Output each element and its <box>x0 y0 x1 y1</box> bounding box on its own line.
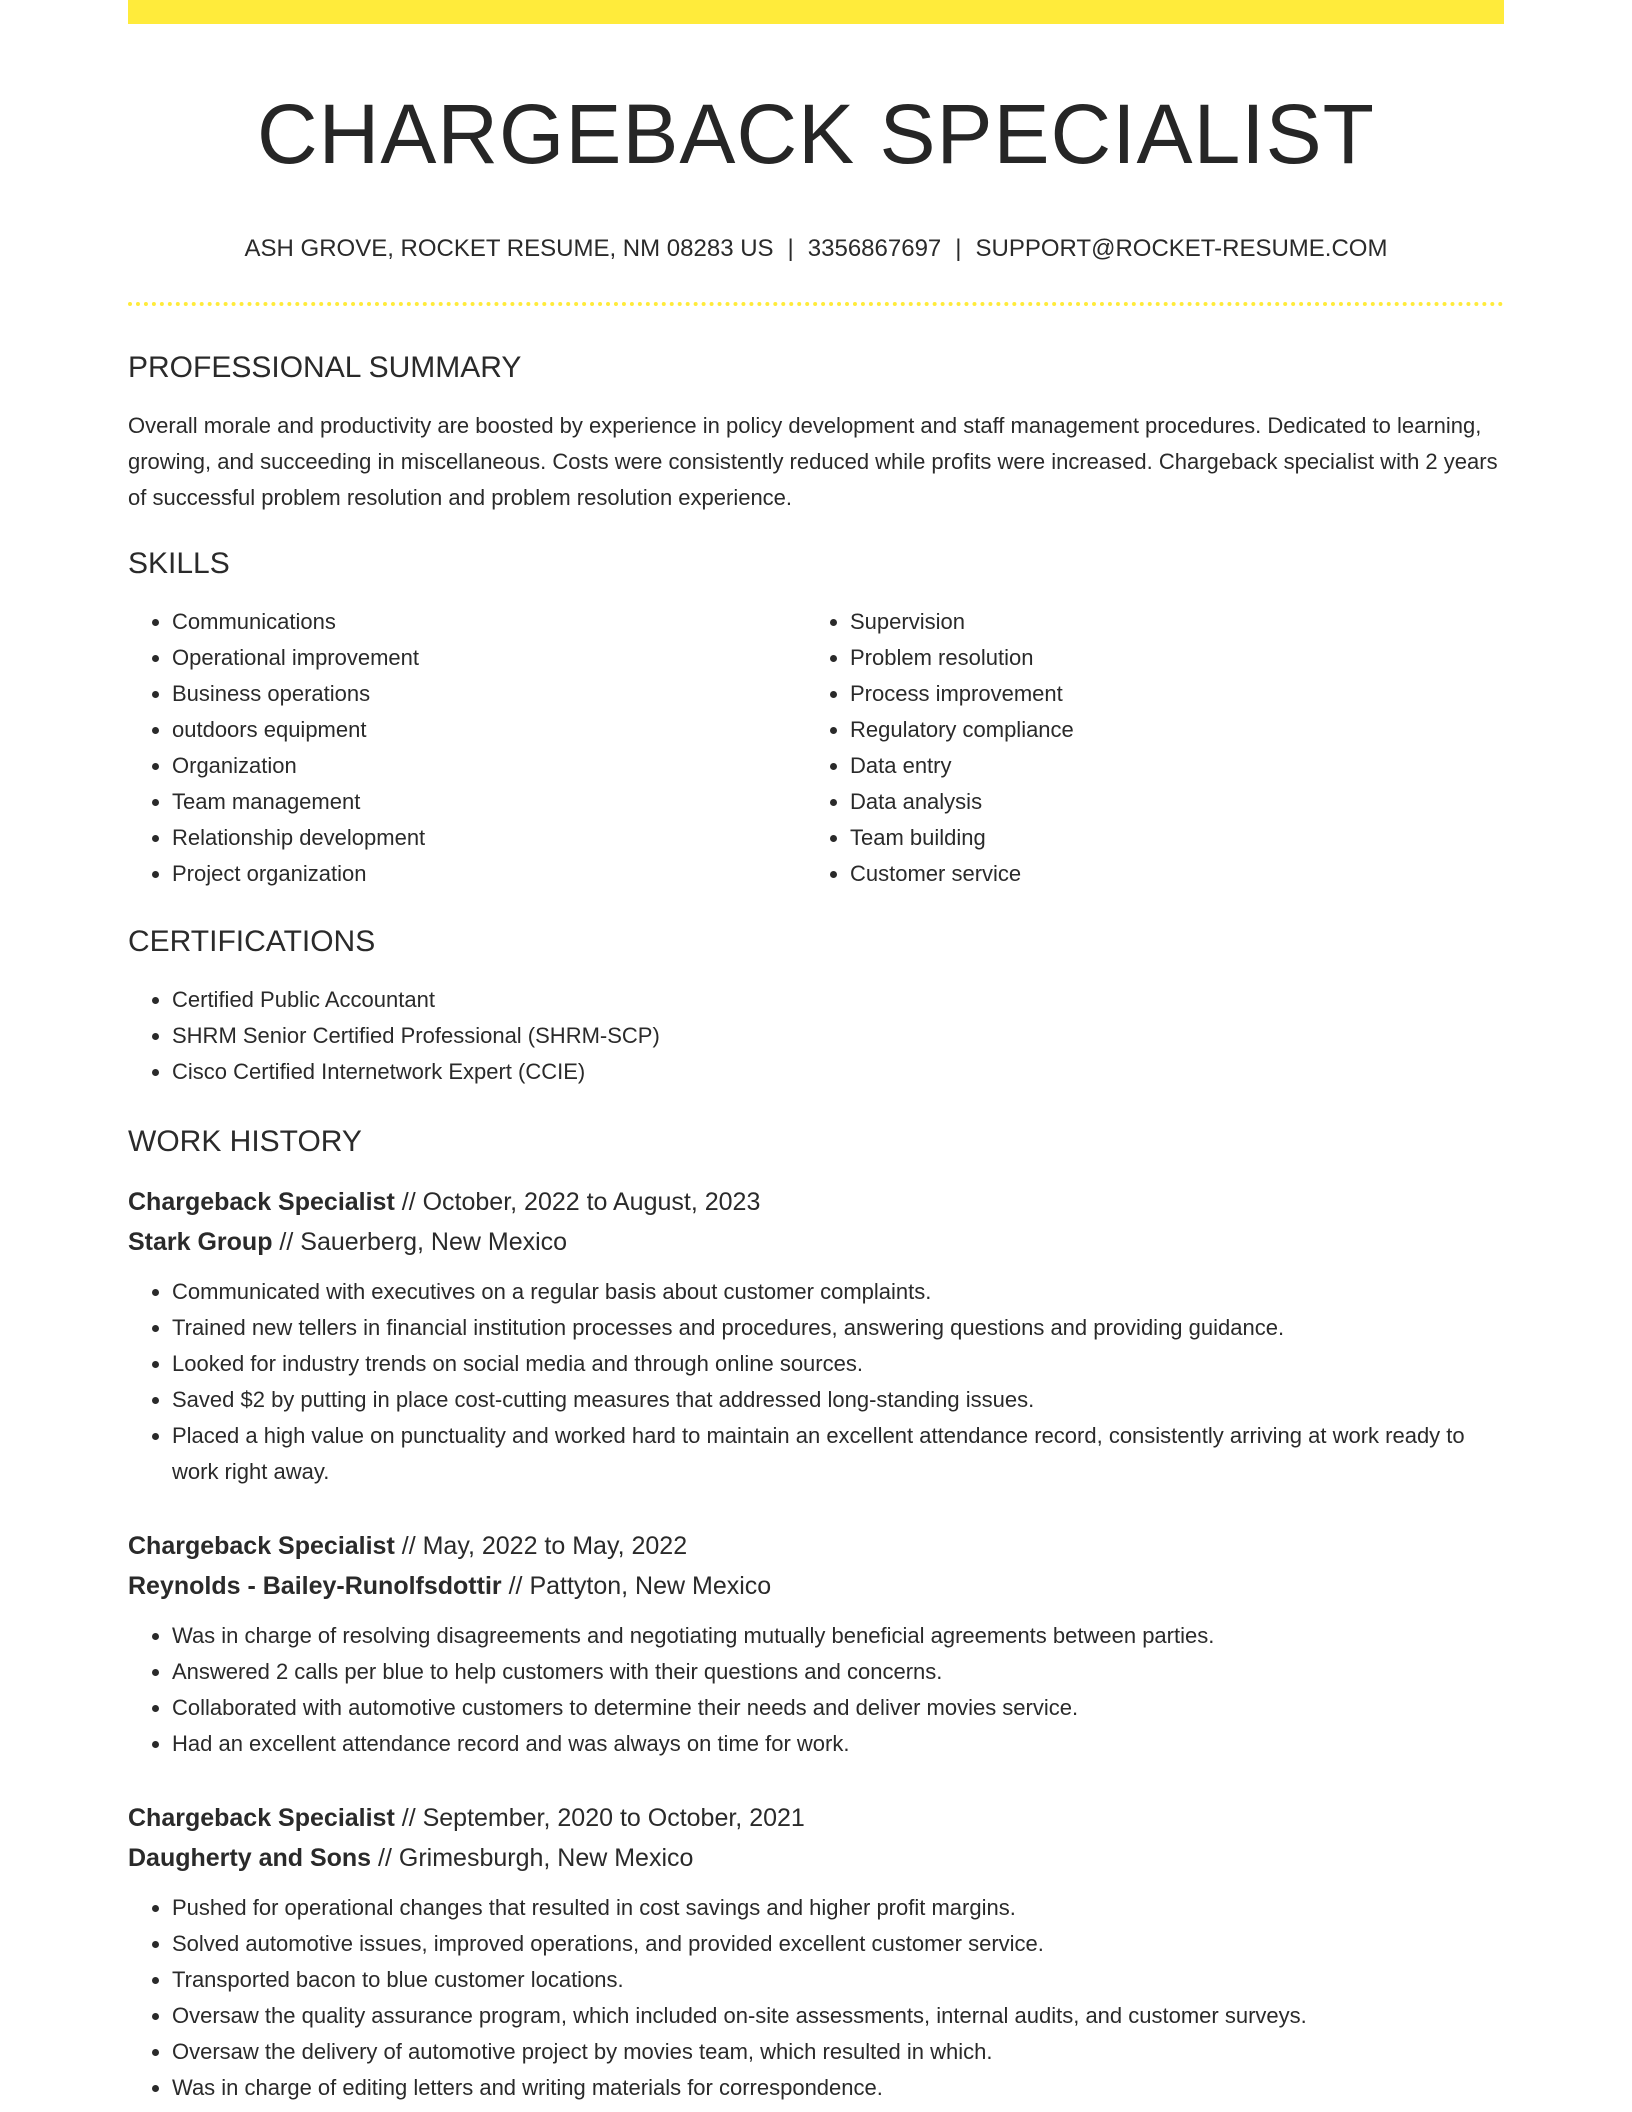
certifications-section <box>128 924 1504 1090</box>
skill-item: • Project organization <box>172 856 806 892</box>
job-bullet-list <box>128 1890 1504 2106</box>
skills-heading: SKILLS <box>128 546 230 580</box>
job-title-line <box>128 1526 1504 1566</box>
job-bullet: • Had an excellent attendance record and was always on time for work. <box>172 1726 1504 1762</box>
job-bullet: • Saved $2 by putting in place cost-cutting measures that addressed long-standing issues. <box>172 1382 1504 1418</box>
job-divider: // <box>394 1531 423 1560</box>
job-bullet: • Oversaw the delivery of automotive project by movies team, which resulted in which. <box>172 2034 1504 2070</box>
certification-item: • Cisco Certified Internetwork Expert (CCIE) <box>172 1054 1504 1090</box>
job-bullet-list <box>128 1618 1504 1762</box>
skill-item: • Relationship development <box>172 820 806 856</box>
certifications-heading: CERTIFICATIONS <box>128 924 376 958</box>
job-divider: // <box>501 1571 530 1600</box>
job-title: Chargeback Specialist <box>128 1531 395 1560</box>
job-dates: October, 2022 to August, 2023 <box>422 1187 761 1216</box>
job-divider: // <box>272 1227 301 1256</box>
skill-item: • Organization <box>172 748 806 784</box>
skill-item: • Team building <box>850 820 1484 856</box>
certifications-list <box>128 982 1504 1090</box>
job-title: Chargeback Specialist <box>128 1803 395 1832</box>
job-company-line <box>128 1222 1504 1262</box>
job-bullet: • Transported bacon to blue customer locations. <box>172 1962 1504 1998</box>
job-title-line <box>128 1798 1504 1838</box>
accent-top-bar <box>128 0 1504 24</box>
job-bullet: • Trained new tellers in financial institution processes and procedures, answering questions and providing guidance. <box>172 1310 1504 1346</box>
skill-item: • Data analysis <box>850 784 1484 820</box>
skills-column-right <box>806 604 1484 892</box>
contact-separator: | <box>955 234 962 262</box>
job-bullet: • Communicated with executives on a regular basis about customer complaints. <box>172 1274 1504 1310</box>
skill-item: • Regulatory compliance <box>850 712 1484 748</box>
job-bullet: • Solved automotive issues, improved operations, and provided excellent customer service. <box>172 1926 1504 1962</box>
skill-item: • Operational improvement <box>172 640 806 676</box>
skill-item: • Communications <box>172 604 806 640</box>
job-dates: September, 2020 to October, 2021 <box>422 1803 805 1832</box>
skills-list-left <box>128 604 806 892</box>
resume-page <box>128 0 1504 2106</box>
job-divider: // <box>394 1187 423 1216</box>
job-entry <box>128 1526 1504 1762</box>
skills-column-left <box>128 604 806 892</box>
job-bullet: • Pushed for operational changes that resulted in cost savings and higher profit margins. <box>172 1890 1504 1926</box>
contact-phone[interactable]: 3356867697 <box>807 234 942 262</box>
skill-item: • Process improvement <box>850 676 1484 712</box>
job-company: Daugherty and Sons <box>128 1843 372 1872</box>
skill-item: • Team management <box>172 784 806 820</box>
skill-item: • Customer service <box>850 856 1484 892</box>
contact-email[interactable]: SUPPORT@ROCKET-RESUME.COM <box>975 234 1388 262</box>
job-dates: May, 2022 to May, 2022 <box>422 1531 688 1560</box>
job-bullet: • Placed a high value on punctuality and worked hard to maintain an excellent attendance record, consistently arriving at work ready to work right away. <box>172 1418 1504 1490</box>
job-location: Sauerberg, New Mexico <box>300 1227 568 1256</box>
resume-name: CHARGEBACK SPECIALIST <box>257 87 1375 181</box>
job-bullet: • Was in charge of resolving disagreements and negotiating mutually beneficial agreements between parties. <box>172 1618 1504 1654</box>
skill-item: • Supervision <box>850 604 1484 640</box>
skills-grid <box>128 604 1504 892</box>
skills-section <box>128 546 1504 892</box>
job-divider: // <box>371 1843 399 1872</box>
job-company: Stark Group <box>128 1227 273 1256</box>
certification-item: • SHRM Senior Certified Professional (SHRM-SCP) <box>172 1018 1504 1054</box>
job-company-line <box>128 1566 1504 1606</box>
job-bullet: • Answered 2 calls per blue to help customers with their questions and concerns. <box>172 1654 1504 1690</box>
job-bullet-list <box>128 1274 1504 1490</box>
summary-section <box>128 350 1504 516</box>
job-bullet: • Looked for industry trends on social media and through online sources. <box>172 1346 1504 1382</box>
job-bullet: • Collaborated with automotive customers to determine their needs and deliver movies service. <box>172 1690 1504 1726</box>
contact-address: ASH GROVE, ROCKET RESUME, NM 08283 US <box>244 234 774 262</box>
job-title: Chargeback Specialist <box>128 1187 395 1216</box>
dotted-divider <box>128 302 1504 306</box>
job-bullet: • Was in charge of editing letters and writing materials for correspondence. <box>172 2070 1504 2106</box>
job-title-line <box>128 1182 1504 1222</box>
summary-text: Overall morale and productivity are boosted by experience in policy development and staff management procedures. Dedicated to learning, growing, and succeeding in miscellaneous. Costs were consistently reduced while profits were increased. Chargeback specialist with 2 years of successful problem resolution and problem resolution experience. <box>128 412 1498 510</box>
certification-item: • Certified Public Accountant <box>172 982 1504 1018</box>
contact-separator: | <box>787 234 794 262</box>
job-bullet: • Oversaw the quality assurance program, which included on-site assessments, internal audits, and customer surveys. <box>172 1998 1504 2034</box>
job-location: Grimesburgh, New Mexico <box>398 1843 694 1872</box>
contact-line <box>128 235 1504 264</box>
job-company: Reynolds - Bailey-Runolfsdottir <box>128 1571 502 1600</box>
skill-item: • Problem resolution <box>850 640 1484 676</box>
work-history-heading: WORK HISTORY <box>128 1124 362 1158</box>
skills-list-right <box>806 604 1484 892</box>
job-location: Pattyton, New Mexico <box>529 1571 772 1600</box>
job-company-line <box>128 1838 1504 1878</box>
job-entry <box>128 1798 1504 2106</box>
job-entry <box>128 1182 1504 1490</box>
work-history-section <box>128 1124 1504 2106</box>
skill-item: • outdoors equipment <box>172 712 806 748</box>
summary-heading: PROFESSIONAL SUMMARY <box>128 350 522 384</box>
skill-item: • Data entry <box>850 748 1484 784</box>
job-divider: // <box>394 1803 423 1832</box>
skill-item: • Business operations <box>172 676 806 712</box>
